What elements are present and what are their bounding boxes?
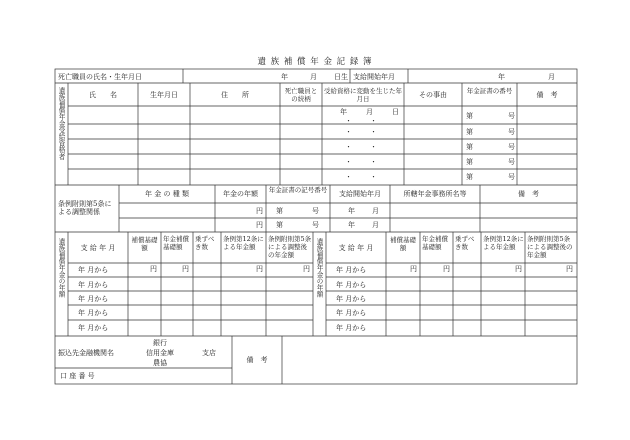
bank-remarks-label: 備 考	[246, 356, 268, 364]
pay-left-base-header: 補償基礎額	[131, 236, 158, 252]
pay-left-row1-yen4: 円	[303, 265, 310, 273]
adjust-row1-year: 年	[348, 207, 355, 215]
pay-left-row5-from: 年 月から	[78, 324, 109, 332]
pay-left-row2-from: 年 月から	[78, 281, 109, 289]
adjust-annual-amount-header: 年金の年額	[223, 190, 258, 198]
row1-dot: ・	[370, 117, 377, 125]
start-year: 年	[498, 73, 505, 81]
pay-right-row3-from: 年 月から	[336, 295, 367, 303]
pay-left-art12-header: 条例第12条による年金額	[223, 235, 264, 251]
adjust-row1-yen: 円	[256, 207, 263, 215]
pay-left-row1-yen3: 円	[256, 265, 263, 273]
row3-dot: ・	[345, 143, 352, 151]
pay-right-month-header: 支 給 年 月	[338, 244, 374, 252]
row2-cert-go: 号	[508, 128, 515, 136]
pay-right-row2-from: 年 月から	[336, 281, 367, 289]
adjust-remarks-header: 備 考	[518, 190, 539, 198]
bank-name-label: 振込先金融機関名	[58, 349, 114, 357]
row1-change-year: 年	[340, 108, 347, 116]
page-title: 遺 族 補 償 年 金 記 録 簿	[257, 57, 373, 67]
payments-right-side-label: 遺族補償年金の年額	[315, 238, 323, 298]
bank-type-shinkin: 信用金庫	[146, 349, 174, 357]
adjust-side-label: 条例附則第5条による調整関係	[58, 200, 112, 216]
pay-left-pension-base-header: 年金補償基礎額	[163, 235, 189, 251]
bank-type-nokyo: 農協	[153, 359, 167, 367]
pay-right-art12-header: 条例第12条による年金額	[483, 235, 524, 251]
start-label: 支給開始年月	[353, 73, 395, 81]
row4-dot: ・	[370, 158, 377, 166]
adjust-row1-cert-dai: 第	[276, 207, 283, 215]
col-address-header: 住 所	[221, 91, 249, 99]
adjust-cert-symbol-header: 年金証書の記号番号	[268, 186, 328, 194]
col-cert-number-header: 年金証書の番号	[466, 87, 513, 95]
recipients-side-label: 遺族補償年金受給資格者	[57, 87, 65, 160]
adjust-row1-month: 月	[372, 207, 379, 215]
adjust-row2-yen: 円	[256, 221, 263, 229]
pay-right-row5-from: 年 月から	[336, 324, 367, 332]
start-month: 月	[548, 73, 555, 81]
row2-dot: ・	[370, 128, 377, 136]
deceased-name-label: 死亡職員の氏名・生年月日	[58, 73, 142, 81]
adjust-start-header: 支給開始年月	[339, 190, 381, 198]
deceased-birth-year: 年	[281, 73, 288, 81]
col-name-header: 氏 名	[89, 91, 117, 99]
row1-change-day: 日	[392, 108, 399, 116]
adjust-row2-year: 年	[348, 221, 355, 229]
pay-right-pension-base-header: 年金補償基礎額	[422, 235, 448, 251]
row4-cert-dai: 第	[466, 158, 473, 166]
row2-dot: ・	[345, 128, 352, 136]
pay-left-row1-from: 年 月から	[78, 266, 109, 274]
deceased-birth-day: 日生	[334, 73, 348, 81]
col-relation-header: 死亡職員との続柄	[284, 87, 318, 103]
pay-left-row4-from: 年 月から	[78, 309, 109, 317]
col-birthdate-header: 生年月日	[150, 91, 178, 99]
pay-right-row1-yen2: 円	[443, 265, 450, 273]
adjust-pension-type-header: 年 金 の 種 類	[145, 190, 189, 198]
pay-left-row3-from: 年 月から	[78, 295, 109, 303]
col-change-date-header: 受給資格に変動を生じた年月日	[324, 87, 402, 103]
pay-left-month-header: 支 給 年 月	[80, 244, 116, 252]
adjust-row1-cert-go: 号	[312, 207, 319, 215]
pay-left-multiplier-header: 乗ずべき数	[195, 235, 215, 251]
deceased-birth-month: 月	[310, 73, 317, 81]
row4-cert-go: 号	[508, 158, 515, 166]
row3-cert-go: 号	[508, 143, 515, 151]
bank-type-bank: 銀行	[153, 339, 167, 347]
row1-cert-go: 号	[508, 112, 515, 120]
row3-cert-dai: 第	[466, 143, 473, 151]
pay-right-base-header: 補償基礎額	[390, 236, 416, 252]
pay-right-row1-yen3: 円	[515, 265, 522, 273]
adjust-row2-month: 月	[372, 221, 379, 229]
row5-dot: ・	[345, 173, 352, 181]
bank-branch: 支店	[202, 349, 216, 357]
payments-left-side-label: 遺族補償年金の年額	[57, 238, 65, 298]
row1-dot: ・	[345, 117, 352, 125]
adjust-row2-cert-dai: 第	[276, 221, 283, 229]
pay-right-multiplier-header: 乗ずべき数	[455, 235, 475, 251]
row5-dot: ・	[370, 173, 377, 181]
row5-cert-dai: 第	[466, 173, 473, 181]
account-number-label: 口 座 番 号	[60, 372, 95, 380]
row1-cert-dai: 第	[466, 112, 473, 120]
pay-right-row1-yen4: 円	[566, 265, 573, 273]
adjust-office-header: 所轄年金事務所名等	[403, 190, 467, 198]
row5-cert-go: 号	[508, 173, 515, 181]
adjust-row2-cert-go: 号	[312, 221, 319, 229]
row3-dot: ・	[370, 143, 377, 151]
pay-left-row1-yen2: 円	[182, 265, 189, 273]
pay-left-adjusted-header: 条例附則第5条による調整後の年金額	[268, 235, 312, 259]
pay-left-row1-yen1: 円	[150, 265, 157, 273]
row1-change-month: 月	[366, 108, 373, 116]
pay-right-adjusted-header: 条例附則第5条による調整後の年金額	[527, 235, 573, 259]
row2-cert-dai: 第	[466, 128, 473, 136]
pay-right-row4-from: 年 月から	[336, 309, 367, 317]
col-remarks-header: 備 考	[536, 91, 558, 99]
pay-right-row1-from: 年 月から	[336, 266, 367, 274]
row4-dot: ・	[345, 158, 352, 166]
pay-right-row1-yen1: 円	[410, 265, 417, 273]
col-reason-header: その事由	[419, 91, 447, 99]
